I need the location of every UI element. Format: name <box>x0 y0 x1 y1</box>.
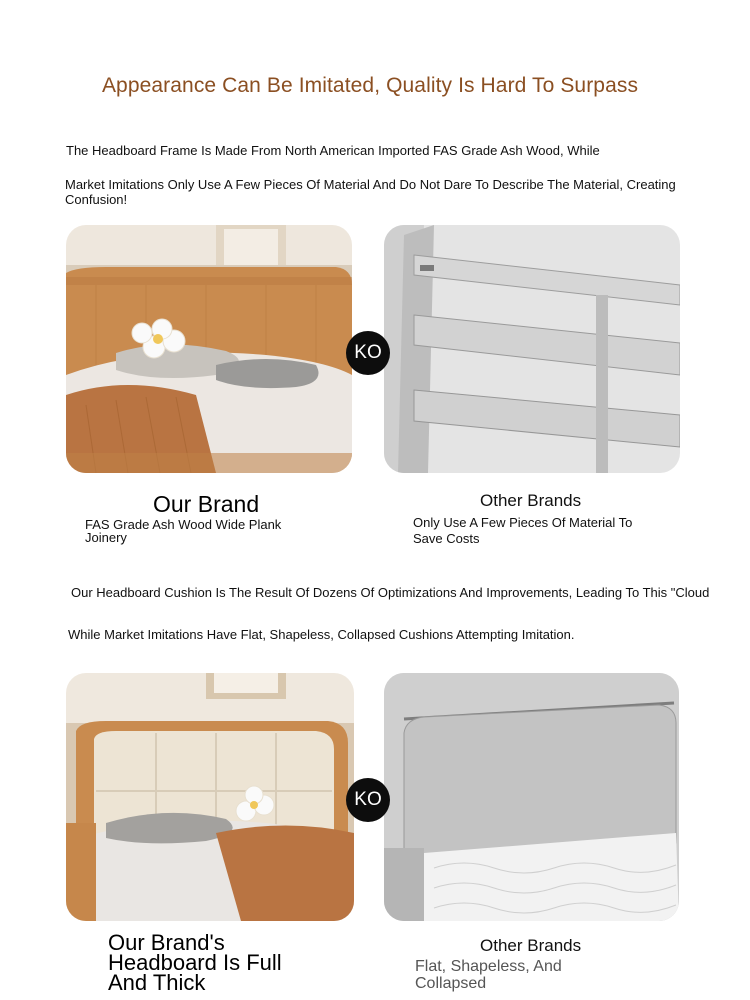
section2-text-line2: While Market Imitations Have Flat, Shapeless, Collapsed Cushions Attempting Imitation. <box>68 627 575 642</box>
section1-text-line2: Market Imitations Only Use A Few Pieces Of Material And Do Not Dare To Describe The Material, Creating Confusion! <box>65 177 676 207</box>
section2-text-line1: Our Headboard Cushion Is The Result Of Dozens Of Optimizations And Improvements, Leading To This "Cloud <box>71 585 710 600</box>
other-brands-description: Only Use A Few Pieces Of Material To Save Costs <box>413 515 633 546</box>
our-brand-description: FAS Grade Ash Wood Wide Plank Joinery <box>85 517 282 545</box>
ko-badge-2: KO <box>346 778 390 822</box>
page-title: Appearance Can Be Imitated, Quality Is Hard To Surpass <box>101 74 639 97</box>
other-brands-cushion-description: Flat, Shapeless, And Collapsed <box>415 958 562 992</box>
other-brands-label: Other Brands <box>480 491 582 510</box>
other-brands-label-2: Other Brands <box>480 936 582 955</box>
other-brands-headboard-photo <box>384 225 680 473</box>
our-brand-cushion-photo <box>66 673 354 921</box>
section1-text-line1: The Headboard Frame Is Made From North American Imported FAS Grade Ash Wood, While <box>66 143 600 158</box>
our-brand-cushion-label: Our Brand's Headboard Is Full And Thick <box>108 930 282 995</box>
ko-badge: KO <box>346 331 390 375</box>
our-brand-label: Our Brand <box>153 491 260 517</box>
our-brand-headboard-photo <box>66 225 352 473</box>
other-brands-cushion-photo <box>384 673 679 921</box>
